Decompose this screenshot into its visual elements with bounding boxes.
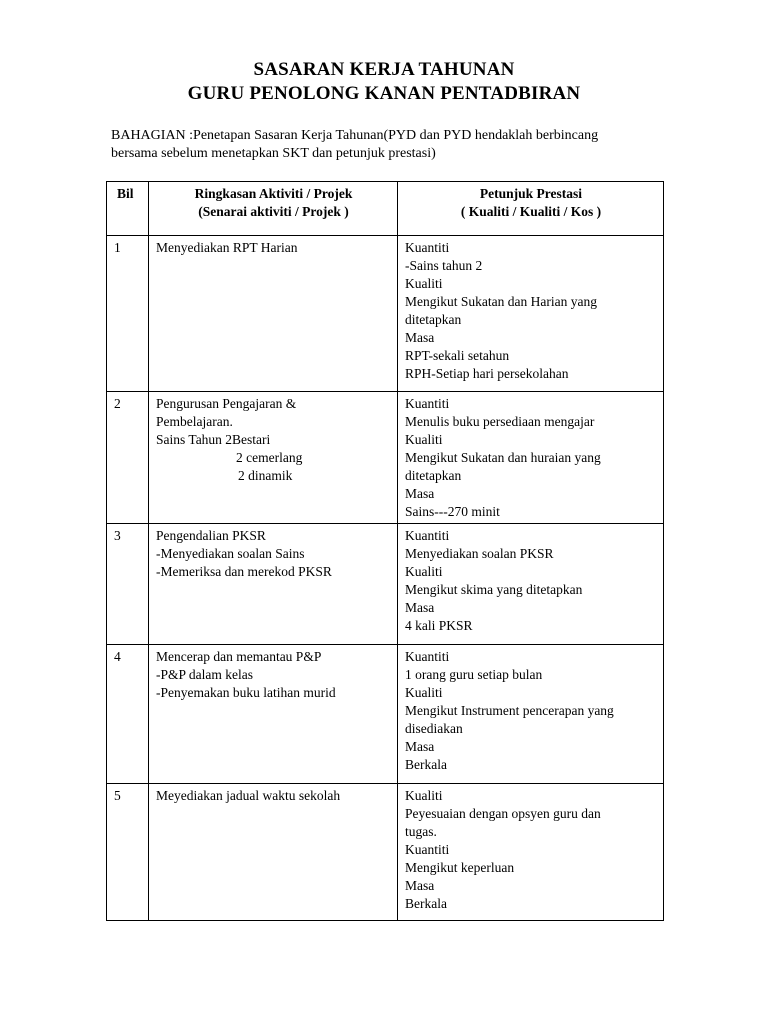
row-aktiviti bbox=[149, 236, 398, 392]
aktiviti-line: -Menyediakan soalan Sains bbox=[156, 546, 305, 561]
petunjuk-line: Masa bbox=[405, 600, 435, 615]
header-petunjuk-line-2: ( Kualiti / Kualiti / Kos ) bbox=[460, 204, 602, 219]
header-aktiviti bbox=[149, 182, 398, 236]
aktiviti-line: -Penyemakan buku latihan murid bbox=[156, 685, 336, 700]
skt-table bbox=[106, 181, 664, 921]
table-row bbox=[107, 524, 664, 645]
intro-line-2: bersama sebelum menetapkan SKT dan petunjuk prestasi) bbox=[111, 146, 436, 161]
row-petunjuk bbox=[398, 392, 664, 524]
aktiviti-line: Pengurusan Pengajaran & bbox=[156, 396, 297, 411]
petunjuk-line: 1 orang guru setiap bulan bbox=[405, 667, 543, 682]
petunjuk-line: Kuantiti bbox=[405, 649, 450, 664]
petunjuk-line: disediakan bbox=[405, 721, 463, 736]
petunjuk-line: RPT-sekali setahun bbox=[405, 348, 510, 363]
petunjuk-line: Kuantiti bbox=[405, 240, 450, 255]
row-bil: 4 bbox=[107, 645, 149, 784]
petunjuk-line: Kualiti bbox=[405, 276, 443, 291]
petunjuk-line: Mengikut Sukatan dan huraian yang bbox=[405, 450, 601, 465]
petunjuk-line: Kualiti bbox=[405, 788, 443, 803]
petunjuk-line: ditetapkan bbox=[405, 468, 462, 483]
petunjuk-line: -Sains tahun 2 bbox=[405, 258, 483, 273]
header-petunjuk-line-1: Petunjuk Prestasi bbox=[479, 186, 583, 201]
document-subtitle: GURU PENOLONG KANAN PENTADBIRAN bbox=[187, 83, 581, 104]
header-aktiviti-line-2: (Senarai aktiviti / Projek ) bbox=[198, 204, 349, 219]
row-aktiviti bbox=[149, 784, 398, 921]
petunjuk-line: Kualiti bbox=[405, 564, 443, 579]
intro-paragraph bbox=[111, 127, 671, 163]
petunjuk-line: Peyesuaian dengan opsyen guru dan bbox=[405, 806, 601, 821]
petunjuk-line: Kuantiti bbox=[405, 528, 450, 543]
petunjuk-line: Mengikut keperluan bbox=[405, 860, 515, 875]
intro-line-1: BAHAGIAN :Penetapan Sasaran Kerja Tahunan(PYD dan PYD hendaklah berbincang bbox=[111, 128, 599, 143]
aktiviti-line: 2 cemerlang bbox=[236, 450, 303, 465]
row-bil: 3 bbox=[107, 524, 149, 645]
table-row bbox=[107, 784, 664, 921]
aktiviti-line: Meyediakan jadual waktu sekolah bbox=[156, 788, 341, 803]
petunjuk-line: Mengikut Instrument pencerapan yang bbox=[405, 703, 614, 718]
header-bil: Bil bbox=[107, 182, 149, 236]
row-petunjuk bbox=[398, 645, 664, 784]
aktiviti-line: Menyediakan RPT Harian bbox=[156, 240, 298, 255]
table-row bbox=[107, 645, 664, 784]
petunjuk-line: Kualiti bbox=[405, 685, 443, 700]
petunjuk-line: Masa bbox=[405, 486, 435, 501]
aktiviti-line: 2 dinamik bbox=[238, 468, 293, 483]
row-bil: 5 bbox=[107, 784, 149, 921]
table-row bbox=[107, 392, 664, 524]
petunjuk-line: tugas. bbox=[405, 824, 437, 839]
row-aktiviti bbox=[149, 524, 398, 645]
row-bil: 2 bbox=[107, 392, 149, 524]
petunjuk-line: Masa bbox=[405, 878, 435, 893]
aktiviti-line: Mencerap dan memantau P&P bbox=[156, 649, 322, 664]
petunjuk-line: Kuantiti bbox=[405, 396, 450, 411]
petunjuk-line: Kuantiti bbox=[405, 842, 450, 857]
table-header-row bbox=[107, 182, 664, 236]
row-aktiviti bbox=[149, 645, 398, 784]
aktiviti-line: -Memeriksa dan merekod PKSR bbox=[156, 564, 332, 579]
petunjuk-line: Berkala bbox=[405, 896, 447, 911]
petunjuk-line: Mengikut Sukatan dan Harian yang bbox=[405, 294, 597, 309]
row-petunjuk bbox=[398, 784, 664, 921]
petunjuk-line: Kualiti bbox=[405, 432, 443, 447]
petunjuk-line: Masa bbox=[405, 739, 435, 754]
header-aktiviti-line-1: Ringkasan Aktiviti / Projek bbox=[194, 186, 353, 201]
petunjuk-line: ditetapkan bbox=[405, 312, 462, 327]
header-petunjuk bbox=[398, 182, 664, 236]
petunjuk-line: Masa bbox=[405, 330, 435, 345]
row-petunjuk bbox=[398, 236, 664, 392]
row-aktiviti bbox=[149, 392, 398, 524]
petunjuk-line: Mengikut skima yang ditetapkan bbox=[405, 582, 583, 597]
petunjuk-line: Sains---270 minit bbox=[405, 504, 500, 519]
petunjuk-line: 4 kali PKSR bbox=[405, 618, 473, 633]
aktiviti-line: Pembelajaran. bbox=[156, 414, 233, 429]
aktiviti-line: -P&P dalam kelas bbox=[156, 667, 253, 682]
aktiviti-line: Sains Tahun 2Bestari bbox=[156, 432, 271, 447]
row-petunjuk bbox=[398, 524, 664, 645]
petunjuk-line: Menyediakan soalan PKSR bbox=[405, 546, 554, 561]
table-row bbox=[107, 236, 664, 392]
petunjuk-line: Berkala bbox=[405, 757, 447, 772]
row-bil: 1 bbox=[107, 236, 149, 392]
document-title: SASARAN KERJA TAHUNAN bbox=[253, 59, 515, 80]
petunjuk-line: RPH-Setiap hari persekolahan bbox=[405, 366, 569, 381]
aktiviti-line: Pengendalian PKSR bbox=[156, 528, 266, 543]
petunjuk-line: Menulis buku persediaan mengajar bbox=[405, 414, 595, 429]
